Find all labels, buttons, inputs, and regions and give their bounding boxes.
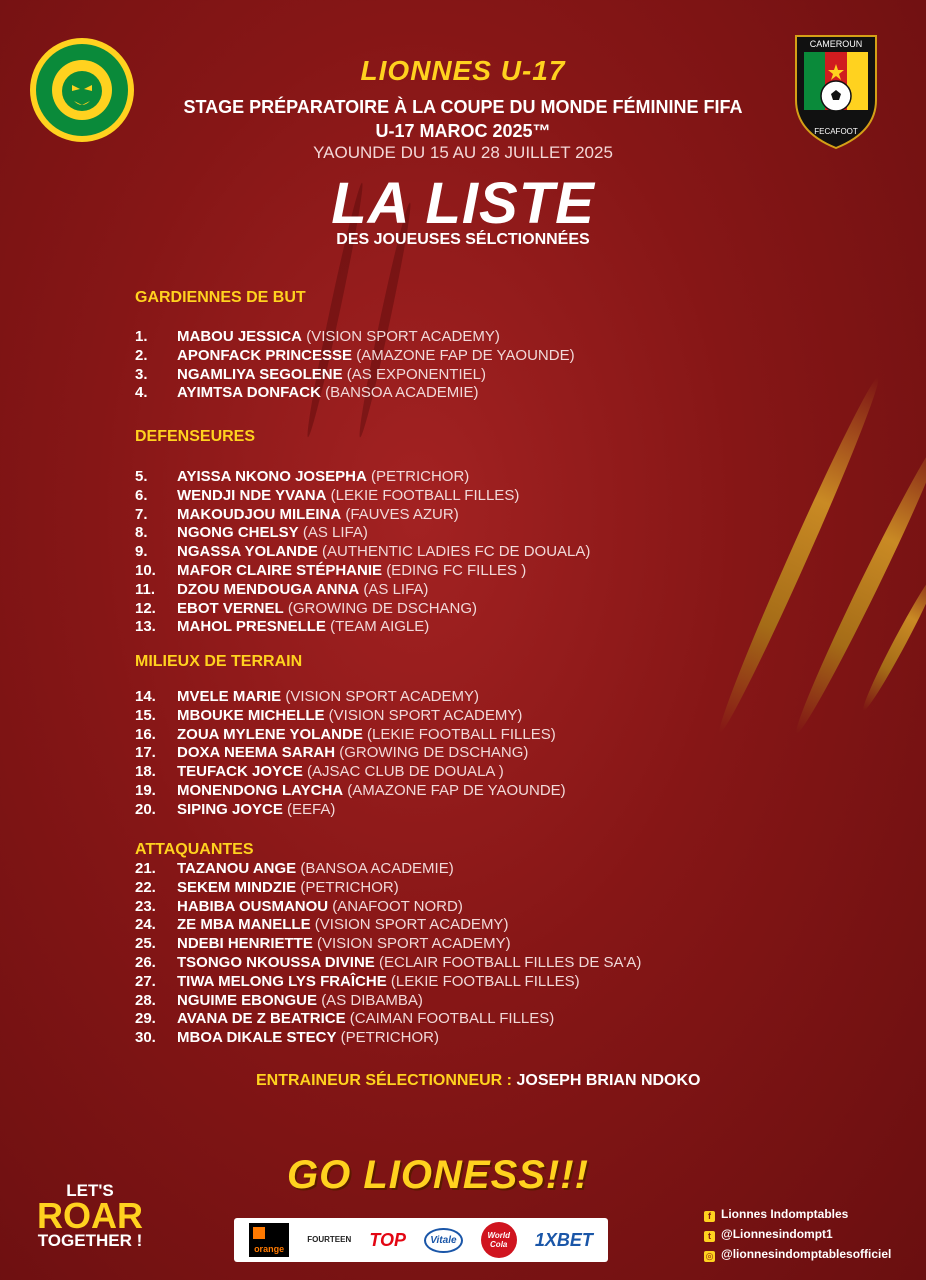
player-club: (TEAM AIGLE)	[330, 618, 430, 636]
player-row	[135, 801, 775, 820]
player-name: AYISSA NKONO JOSEPHA	[177, 468, 367, 485]
sponsor-bar	[234, 1218, 608, 1262]
player-club: (AS LIFA)	[363, 580, 429, 598]
sponsor-fourteen-logo: FOURTEEN	[307, 1235, 352, 1244]
player-row	[135, 366, 775, 385]
player-row	[135, 328, 775, 347]
social-twitter[interactable]	[704, 1227, 833, 1242]
player-club: (LEKIE FOOTBALL FILLES)	[390, 972, 580, 990]
player-name: WENDJI NDE YVANA	[177, 486, 327, 504]
player-number: 19.	[135, 781, 156, 799]
player-number: 25.	[135, 935, 156, 953]
player-number: 14.	[135, 688, 156, 705]
player-row	[135, 581, 775, 600]
player-club: (GROWING DE DSCHANG)	[339, 744, 529, 762]
player-row	[135, 954, 775, 973]
player-number: 16.	[135, 725, 156, 743]
player-name: MAFOR CLAIRE STÉPHANIE	[177, 561, 383, 579]
player-club: (EEFA)	[287, 800, 336, 818]
roar-line-2: ROAR	[37, 1195, 143, 1237]
player-club: (AJSAC CLUB DE DOUALA )	[307, 763, 504, 781]
player-row	[135, 1010, 775, 1029]
player-name: ZOUA MYLENE YOLANDE	[177, 725, 363, 743]
player-club: (VISION SPORT ACADEMY)	[317, 935, 511, 953]
player-name: MAKOUDJOU MILEINA	[177, 505, 342, 523]
player-name: NGAMLIYA SEGOLENE	[177, 365, 343, 383]
player-name: NDEBI HENRIETTE	[177, 935, 313, 953]
twitter-icon: t	[704, 1231, 715, 1242]
player-row	[135, 763, 775, 782]
player-name: NGASSA YOLANDE	[177, 543, 318, 561]
player-number: 11.	[135, 580, 156, 598]
player-name: TAZANOU ANGE	[177, 860, 297, 877]
player-name: NGUIME EBONGUE	[177, 991, 318, 1009]
section-title-defenders: DEFENSEURES	[135, 428, 256, 445]
player-row	[135, 506, 775, 525]
social-instagram[interactable]	[704, 1247, 891, 1262]
player-club: (BANSOA ACADEMIE)	[325, 384, 479, 402]
player-club: (BANSOA ACADEMIE)	[300, 860, 454, 877]
player-row	[135, 618, 775, 637]
facebook-icon: f	[704, 1211, 715, 1222]
player-name: MVELE MARIE	[177, 688, 282, 705]
social-twitter-text: @Lionnesindompt1	[721, 1227, 833, 1241]
player-number: 29.	[135, 1010, 156, 1028]
player-number: 2.	[135, 346, 148, 364]
player-row	[135, 524, 775, 543]
player-club: (AMAZONE FAP DE YAOUNDE)	[347, 781, 566, 799]
section-title-forwards: ATTAQUANTES	[135, 841, 254, 858]
player-row	[135, 384, 775, 403]
player-row	[135, 347, 775, 366]
player-row	[135, 468, 775, 487]
player-row	[135, 1029, 775, 1048]
player-name: TIWA MELONG LYS FRAÎCHE	[177, 972, 387, 990]
player-row	[135, 916, 775, 935]
player-name: ZE MBA MANELLE	[177, 916, 311, 934]
player-row	[135, 879, 775, 898]
player-club: (ECLAIR FOOTBALL FILLES DE SA'A)	[378, 953, 642, 971]
player-number: 15.	[135, 706, 156, 724]
player-name: HABIBA OUSMANOU	[177, 897, 329, 915]
player-number: 18.	[135, 763, 156, 781]
player-number: 8.	[135, 524, 148, 542]
crest-federation: FECAFOOT	[814, 127, 858, 136]
player-number: 17.	[135, 744, 156, 762]
list-subtitle: DES JOUEUSES SÉLCTIONNÉES	[336, 231, 590, 248]
player-club: (PETRICHOR)	[340, 1029, 439, 1047]
player-club: (PETRICHOR)	[370, 468, 470, 485]
player-name: DOXA NEEMA SARAH	[177, 744, 336, 762]
player-name: DZOU MENDOUGA ANNA	[177, 580, 360, 598]
player-club: (CAIMAN FOOTBALL FILLES)	[349, 1010, 555, 1028]
player-name: MAHOL PRESNELLE	[177, 618, 326, 636]
sponsor-top-logo: TOP	[369, 1229, 407, 1250]
player-club: (AS LIFA)	[302, 524, 368, 542]
player-row	[135, 860, 775, 879]
event-subtitle: STAGE PRÉPARATOIRE À LA COUPE DU MONDE FÉMININE FIFA	[183, 97, 743, 117]
player-row	[135, 688, 775, 707]
roar-line-1: LET'S	[66, 1181, 114, 1200]
defenders-list	[135, 468, 775, 637]
player-club: (AS EXPONENTIEL)	[346, 365, 486, 383]
player-number: 21.	[135, 860, 156, 877]
player-row	[135, 600, 775, 619]
player-row	[135, 707, 775, 726]
player-club: (VISION SPORT ACADEMY)	[306, 328, 500, 345]
player-name: NGONG CHELSY	[177, 524, 299, 542]
player-club: (VISION SPORT ACADEMY)	[285, 688, 480, 705]
player-club: (ANAFOOT NORD)	[332, 897, 463, 915]
player-row	[135, 487, 775, 506]
player-club: (LEKIE FOOTBALL FILLES)	[367, 725, 556, 743]
coach-label: ENTRAINEUR SÉLECTIONNEUR :	[256, 1072, 513, 1089]
player-name: SIPING JOYCE	[177, 800, 283, 818]
player-club: (EDING FC FILLES )	[386, 561, 527, 579]
slogan: GO LIONESS!!!	[287, 1153, 589, 1197]
player-row	[135, 973, 775, 992]
player-name: MBOA DIKALE STECY	[177, 1029, 337, 1047]
player-number: 9.	[135, 543, 148, 561]
player-club: (GROWING DE DSCHANG)	[287, 599, 478, 617]
player-name: MBOUKE MICHELLE	[177, 706, 325, 724]
player-number: 22.	[135, 878, 156, 896]
player-name: AYIMTSA DONFACK	[177, 384, 321, 402]
player-club: (VISION SPORT ACADEMY)	[314, 916, 509, 934]
player-number: 30.	[135, 1029, 156, 1047]
player-name: AVANA DE Z BEATRICE	[177, 1010, 346, 1028]
claw-mark-2	[789, 433, 926, 737]
player-club: (AS DIBAMBA)	[321, 991, 423, 1009]
player-name: APONFACK PRINCESSE	[177, 346, 353, 364]
player-number: 28.	[135, 991, 156, 1009]
social-facebook[interactable]	[704, 1207, 848, 1222]
roar-line-3: TOGETHER !	[37, 1231, 143, 1251]
player-number: 3.	[135, 365, 148, 383]
roar-together-logo	[30, 1183, 150, 1249]
player-row	[135, 992, 775, 1011]
player-row	[135, 898, 775, 917]
player-club: (VISION SPORT ACADEMY)	[328, 706, 523, 724]
player-club: (FAUVES AZUR)	[345, 505, 459, 523]
player-row	[135, 726, 775, 745]
player-number: 4.	[135, 384, 148, 402]
player-number: 26.	[135, 953, 156, 971]
player-number: 5.	[135, 468, 148, 485]
player-number: 20.	[135, 800, 156, 818]
forwards-list	[135, 860, 775, 1048]
player-name: MABOU JESSICA	[177, 328, 303, 345]
player-number: 12.	[135, 599, 156, 617]
player-row	[135, 935, 775, 954]
midfielders-list	[135, 688, 775, 820]
player-club: (AMAZONE FAP DE YAOUNDE)	[356, 346, 575, 364]
social-facebook-text: Lionnes Indomptables	[721, 1207, 849, 1221]
coach-name: JOSEPH BRIAN NDOKO	[516, 1072, 701, 1089]
player-number: 10.	[135, 561, 156, 579]
player-row	[135, 782, 775, 801]
event-dates: YAOUNDE DU 15 AU 28 JUILLET 2025	[313, 143, 613, 162]
player-name: EBOT VERNEL	[177, 599, 284, 617]
sponsor-orange-logo: orange	[249, 1223, 289, 1257]
player-number: 23.	[135, 897, 156, 915]
crest-country: CAMEROUN	[809, 39, 863, 49]
player-club: (PETRICHOR)	[300, 878, 399, 896]
sponsor-vitale-logo: Vitale	[424, 1228, 462, 1253]
event-subtitle-2: U-17 MAROC 2025™	[375, 121, 551, 141]
goalkeepers-list	[135, 328, 775, 403]
player-club: (LEKIE FOOTBALL FILLES)	[330, 486, 520, 504]
section-title-goalkeepers: GARDIENNES DE BUT	[135, 289, 306, 306]
player-number: 13.	[135, 618, 156, 636]
sponsor-1xbet-logo: 1XBET	[534, 1229, 593, 1250]
player-number: 27.	[135, 972, 156, 990]
player-name: MONENDONG LAYCHA	[177, 781, 344, 799]
social-instagram-text: @lionnesindomptablesofficiel	[721, 1247, 892, 1261]
player-number: 7.	[135, 505, 148, 523]
player-number: 24.	[135, 916, 156, 934]
player-row	[135, 543, 775, 562]
player-number: 1.	[135, 328, 148, 345]
player-club: (AUTHENTIC LADIES FC DE DOUALA)	[322, 543, 591, 561]
sponsor-world-cola-logo: World Cola	[481, 1222, 517, 1258]
list-title: LA LISTE	[331, 171, 595, 236]
coach-line	[256, 1072, 701, 1090]
instagram-icon: ◎	[705, 1251, 714, 1261]
page-title: LIONNES U-17	[360, 55, 566, 86]
player-row	[135, 562, 775, 581]
section-title-midfielders: MILIEUX DE TERRAIN	[135, 653, 303, 670]
player-name: TSONGO NKOUSSA DIVINE	[177, 953, 375, 971]
player-name: TEUFACK JOYCE	[177, 763, 303, 781]
player-name: SEKEM MINDZIE	[177, 878, 297, 896]
player-row	[135, 744, 775, 763]
player-number: 6.	[135, 486, 148, 504]
